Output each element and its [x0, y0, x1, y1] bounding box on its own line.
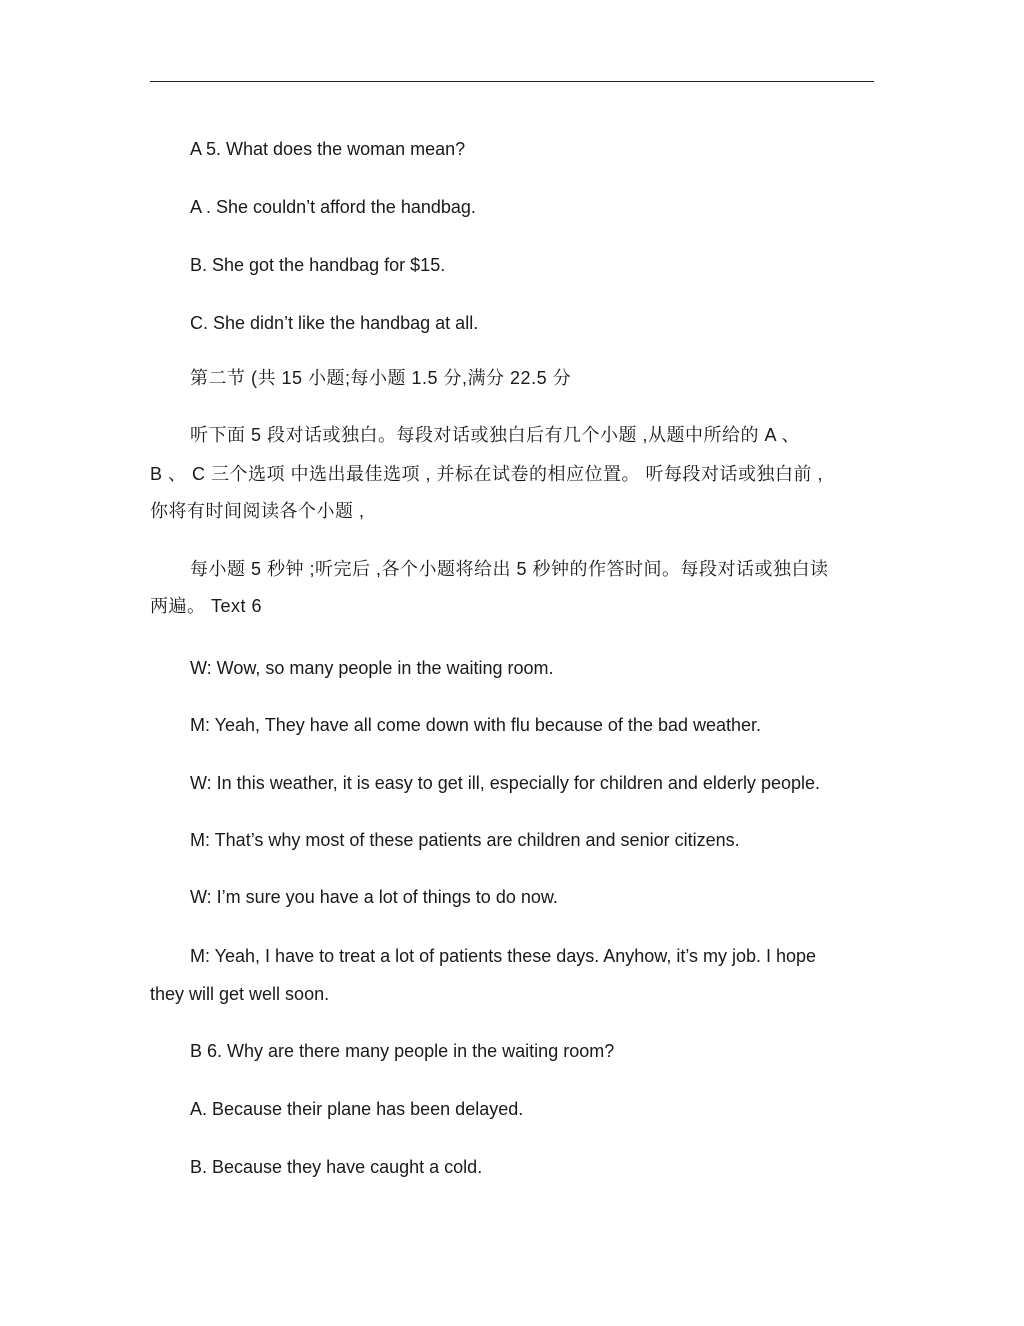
option-b-6: B. Because they have caught a cold.: [190, 1157, 483, 1177]
instructions-line-1: 听下面 5 段对话或独白。每段对话或独白后有几个小题 ,从题中所给的 A 、: [190, 425, 801, 445]
option-b-5: B. She got the handbag for $15.: [190, 255, 446, 275]
instructions-line-3: 你将有时间阅读各个小题 ,: [150, 501, 365, 521]
question-5: A 5. What does the woman mean?: [190, 139, 466, 159]
question-6: B 6. Why are there many people in the waiting room?: [190, 1041, 615, 1061]
instructions-line-2: B 、 C 三个选项 中选出最佳选项 , 并标在试卷的相应位置。 听每段对话或独白前 ,: [150, 464, 824, 484]
dialogue-line-5: W: I’m sure you have a lot of things to do now.: [190, 887, 558, 907]
dialogue-line-6: M: Yeah, I have to treat a lot of patients these days. Anyhow, it’s my job. I hope: [190, 946, 817, 966]
instructions-line-5: 两遍。 Text 6: [150, 596, 263, 616]
option-a-5: A . She couldn’t afford the handbag.: [190, 197, 476, 217]
dialogue-line-3: W: In this weather, it is easy to get ill, especially for children and elderly people.: [190, 773, 820, 793]
dialogue-line-4: M: That’s why most of these patients are children and senior citizens.: [190, 830, 740, 850]
option-c-5: C. She didn’t like the handbag at all.: [190, 313, 479, 333]
top-rule: [150, 81, 874, 82]
instructions-line-4: 每小题 5 秒钟 ;听完后 ,各个小题将给出 5 秒钟的作答时间。每段对话或独白读: [190, 559, 829, 579]
dialogue-line-2: M: Yeah, They have all come down with flu because of the bad weather.: [190, 715, 762, 735]
option-a-6: A. Because their plane has been delayed.: [190, 1099, 524, 1119]
dialogue-line-1: W: Wow, so many people in the waiting room.: [190, 658, 554, 678]
section-heading: 第二节 (共 15 小题;每小题 1.5 分,满分 22.5 分: [190, 368, 572, 388]
dialogue-line-6-cont: they will get well soon.: [150, 984, 330, 1004]
